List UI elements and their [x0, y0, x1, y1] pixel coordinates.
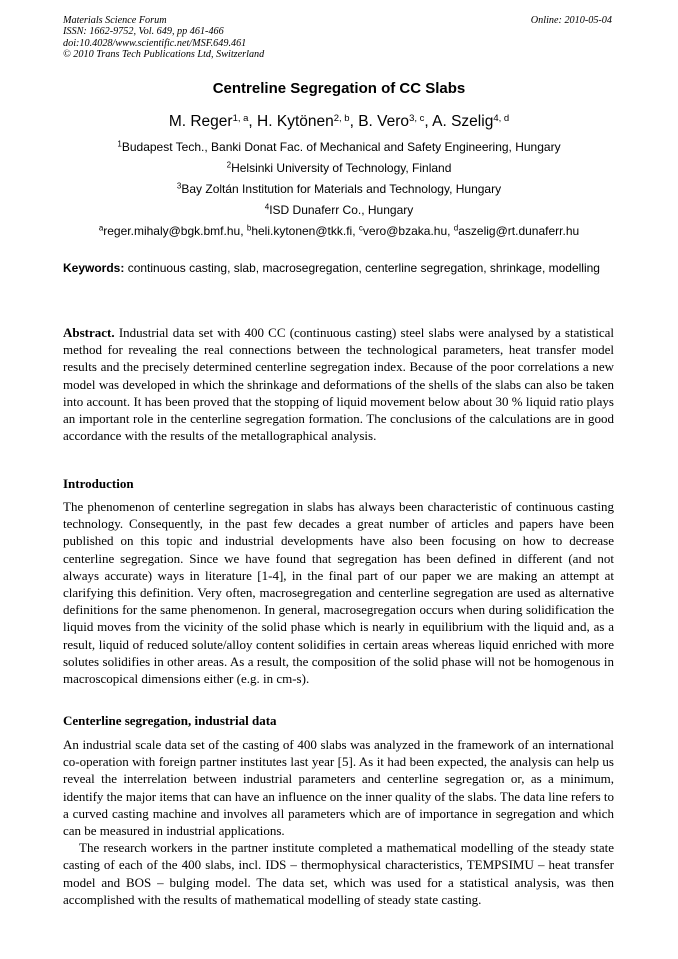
- abstract-label: Abstract.: [63, 325, 115, 340]
- email: $^a$reger.mihaly@bgk.bmf.hu,: [98, 223, 247, 238]
- abstract-text: Industrial data set with 400 CC (continuous casting) steel slabs were analysed by a statistical method for revealing the real connections between the technological parameters, heat transfer model results and the precisely determined centerline segregation index. Because of the poor correlations a new model was developed in which the shrinkage and deformations of the shells of the slabs can also be taken into account. It has been proved that the stopping of liquid movement below about 30 % liquid ratio plays an important role in the centerline segregation formation. The conclusions of the calculations are in good accordance with the results of the metallographical analysis.: [63, 325, 614, 444]
- section-heading-introduction: Introduction: [63, 476, 134, 491]
- email: $^b$heli.kytonen@tkk.fi,: [246, 223, 359, 238]
- author: M. Reger$^{1, a}$,: [168, 112, 258, 130]
- introduction-paragraph: The phenomenon of centerline segregation in slabs has always been characteristic of continuous casting technology. Consequently, in the past few decades a great number of articles and papers have been published on this topic and industrial developments have also been focusing on how to decrease centerline segregation. Since we have found that segregation has been defined in different (and not always accurate) ways in literature [1-4], in the final part of our paper we are making an attempt at clarifying this definition. Very often, macrosegregation and centerline segregation are used as alternative definitions for the same phenomenon. In general, macrosegregation occurs when during solidification the liquid moves from the vicinity of the solid phase which is nearly in equilibrium with the liquid and, as a result, liquid of reduced solute/alloy content solidifies in certain areas whereas liquid enriched with more solutes solidifies in other areas. As a result, the composition of the solid phase will not be homogenous in macroscopical dimensions either (e.g. in cm-s).: [63, 499, 614, 687]
- centerline-section: [63, 736, 614, 908]
- journal-name: Materials Science Forum: [63, 15, 167, 26]
- email-list: [0, 221, 678, 242]
- affiliation: $^4$ISD Dunaferr Co., Hungary: [264, 202, 414, 217]
- author: B. Vero$^{3, c}$,: [358, 112, 433, 130]
- keywords-block: [63, 261, 614, 277]
- affiliation: $^3$Bay Zoltán Institution for Materials and Technology, Hungary: [176, 181, 502, 196]
- author-list: [0, 113, 678, 131]
- online-date: Online: 2010-05-04: [530, 15, 612, 26]
- author: H. Kytönen$^{2, b}$,: [257, 112, 359, 130]
- affiliations: [0, 137, 678, 242]
- affiliation: $^2$Helsinki University of Technology, Finland: [226, 160, 452, 175]
- copyright-line: © 2010 Trans Tech Publications Ltd, Switzerland: [63, 48, 265, 60]
- email: $^c$vero@bzaka.hu,: [358, 223, 454, 238]
- doi-line: doi:10.4028/www.scientific.net/MSF.649.461: [63, 37, 247, 49]
- abstract: [63, 324, 614, 444]
- journal-header: [63, 15, 264, 60]
- keywords-text: continuous casting, slab, macrosegregation, centerline segregation, shrinkage, modelling: [127, 261, 600, 275]
- affiliation: $^1$Budapest Tech., Banki Donat Fac. of Mechanical and Safety Engineering, Hungary: [117, 139, 561, 154]
- author: A. Szelig$^{4, d}$: [432, 112, 510, 130]
- issn-line: ISSN: 1662-9752, Vol. 649, pp 461-466: [63, 26, 224, 38]
- keywords-label: Keywords:: [63, 261, 125, 275]
- paragraph: An industrial scale data set of the casting of 400 slabs was analyzed in the framework of an international co-operation with foreign partner institutes last year [5]. As it had been expected, the analysis can help us reveal the interrelation between industrial parameters and centerline segregation or, as a minimum, identify the major items that can have an influence on the inner quality of the slabs. The data line refers to a curved casting machine and involves all parameters which are of importance in segregation and which can be measured in industrial applications.: [63, 737, 614, 839]
- email: $^d$aszelig@rt.dunaferr.hu: [453, 223, 580, 238]
- section-heading-centerline: Centerline segregation, industrial data: [63, 713, 277, 728]
- paper-title: Centreline Segregation of CC Slabs: [212, 80, 466, 97]
- paragraph: The research workers in the partner institute completed a mathematical modelling of the steady state casting of each of the 400 slabs, incl. IDS – thermophysical characteristics, TEMPSIMU – heat transfer model and BOS – bulging model. The data set, which was used for a statistical analysis, was then accomplished with the results of mathematical modelling of steady state casting.: [63, 840, 614, 907]
